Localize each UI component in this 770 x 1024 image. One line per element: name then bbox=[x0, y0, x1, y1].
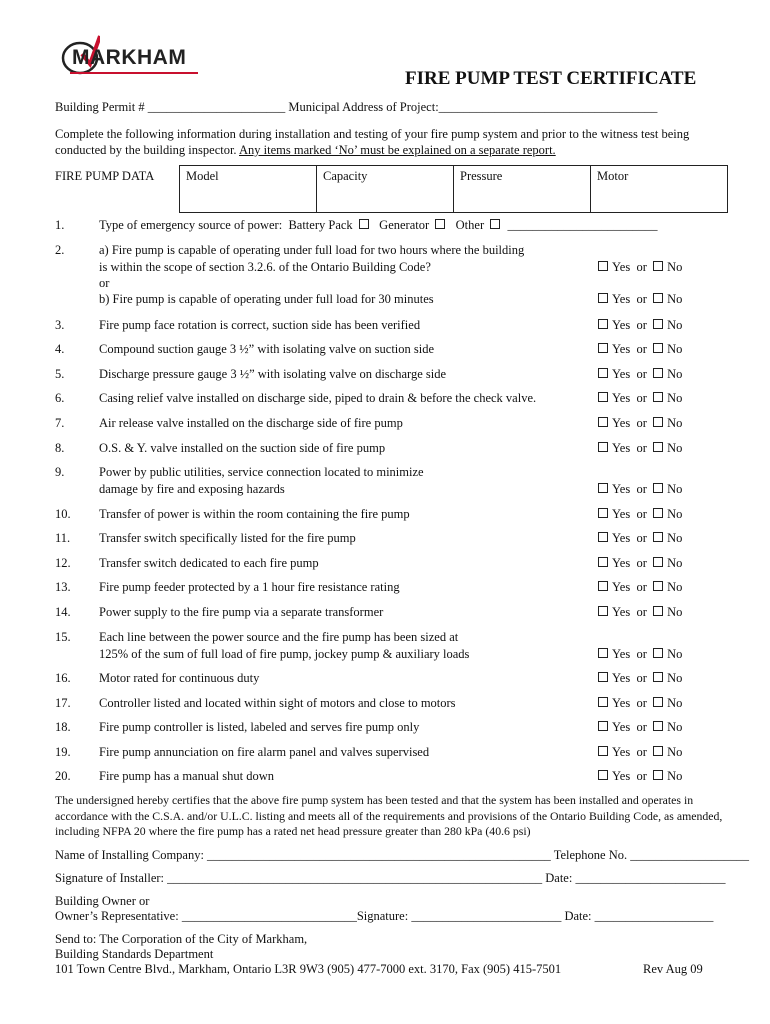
owner-label: Building Owner or bbox=[55, 894, 150, 908]
no-label: No bbox=[667, 671, 683, 685]
yes-no-choice bbox=[598, 696, 682, 711]
capacity-field[interactable]: Capacity bbox=[317, 166, 454, 213]
certification-text: The undersigned hereby certifies that the above fire pump system has been tested and that the system has been installed and operates in accordance with the C.S.A. and/or U.L.C. listing and meets all of the requirements and provisions of the Ontario Building Code, as amended, including NFPA 20 where the fire pump has a rated net head pressure greater than 280 kPa (40.6 psi) bbox=[55, 793, 723, 838]
motor-field[interactable]: Motor bbox=[591, 166, 728, 213]
no-checkbox[interactable] bbox=[653, 508, 663, 518]
yes-no-choice bbox=[598, 507, 682, 522]
or-label: or bbox=[636, 482, 647, 496]
yes-checkbox[interactable] bbox=[598, 261, 608, 271]
item-question: O.S. & Y. valve installed on the suction side of fire pump bbox=[99, 441, 386, 455]
no-checkbox[interactable] bbox=[653, 648, 663, 658]
yes-no-choice bbox=[598, 605, 682, 620]
no-checkbox[interactable] bbox=[653, 581, 663, 591]
no-checkbox[interactable] bbox=[653, 261, 663, 271]
yes-label: Yes bbox=[612, 696, 631, 710]
or-label: or bbox=[636, 441, 647, 455]
yes-label: Yes bbox=[612, 647, 631, 661]
generator-checkbox[interactable] bbox=[435, 219, 445, 229]
no-checkbox[interactable] bbox=[653, 746, 663, 756]
or-label: or bbox=[636, 745, 647, 759]
item-question: Fire pump has a manual shut down bbox=[99, 769, 274, 783]
yes-no-choice bbox=[598, 556, 682, 571]
yes-label: Yes bbox=[612, 260, 631, 274]
item-number: 6. bbox=[55, 391, 65, 405]
yes-checkbox[interactable] bbox=[598, 581, 608, 591]
markham-logo bbox=[60, 32, 200, 76]
no-label: No bbox=[667, 720, 683, 734]
yes-label: Yes bbox=[612, 580, 631, 594]
yes-checkbox[interactable] bbox=[598, 557, 608, 567]
no-checkbox[interactable] bbox=[653, 721, 663, 731]
item-2a-yes-no bbox=[598, 260, 682, 275]
or-label: or bbox=[636, 342, 647, 356]
or-label: or bbox=[636, 605, 647, 619]
no-checkbox[interactable] bbox=[653, 417, 663, 427]
item-number: 11. bbox=[55, 531, 71, 545]
yes-checkbox[interactable] bbox=[598, 746, 608, 756]
item-question: Air release valve installed on the discharge side of fire pump bbox=[99, 416, 403, 430]
item-number: 16. bbox=[55, 671, 71, 685]
logo-underline bbox=[70, 72, 198, 74]
item-number: 8. bbox=[55, 441, 65, 455]
revision-label: Rev Aug 09 bbox=[643, 962, 703, 976]
no-label: No bbox=[667, 441, 683, 455]
fire-pump-data-table bbox=[55, 165, 728, 213]
item-number: 12. bbox=[55, 556, 71, 570]
yes-label: Yes bbox=[612, 720, 631, 734]
no-label: No bbox=[667, 580, 683, 594]
item-number: 20. bbox=[55, 769, 71, 783]
yes-no-choice bbox=[598, 482, 682, 497]
footer-department: Building Standards Department bbox=[55, 947, 214, 961]
item-question: Casing relief valve installed on discharge side, piped to drain & before the check valve. bbox=[99, 391, 537, 405]
item-question: Controller listed and located within sight of motors and close to motors bbox=[99, 696, 456, 710]
no-label: No bbox=[667, 367, 683, 381]
yes-label: Yes bbox=[612, 441, 631, 455]
yes-checkbox[interactable] bbox=[598, 442, 608, 452]
item-2b-yes-no bbox=[598, 292, 682, 307]
other-blank-field[interactable]: ________________________ bbox=[507, 218, 658, 232]
yes-checkbox[interactable] bbox=[598, 368, 608, 378]
yes-label: Yes bbox=[612, 671, 631, 685]
yes-checkbox[interactable] bbox=[598, 392, 608, 402]
yes-no-choice bbox=[598, 342, 682, 357]
or-label: or bbox=[636, 671, 647, 685]
yes-checkbox[interactable] bbox=[598, 483, 608, 493]
item-1-number: 1. bbox=[55, 218, 65, 232]
intro-main: Complete the following information during installation and testing of your fire pump system and prior to the witness test being conducted by the building inspector. bbox=[55, 127, 690, 157]
item-question: Fire pump controller is listed, labeled and serves fire pump only bbox=[99, 720, 420, 734]
no-checkbox[interactable] bbox=[653, 770, 663, 780]
yes-no-choice bbox=[598, 367, 682, 382]
yes-label: Yes bbox=[612, 367, 631, 381]
or-label: or bbox=[636, 720, 647, 734]
item-question: Each line between the power source and the fire pump has been sized at bbox=[99, 630, 459, 644]
item-2-line-1: a) Fire pump is capable of operating under full load for two hours where the building bbox=[99, 243, 525, 257]
item-question: Transfer of power is within the room containing the fire pump bbox=[99, 507, 410, 521]
yes-checkbox[interactable] bbox=[598, 697, 608, 707]
item-question: Transfer switch dedicated to each fire pump bbox=[99, 556, 319, 570]
yes-label: Yes bbox=[612, 391, 631, 405]
yes-label: Yes bbox=[612, 556, 631, 570]
or-label: or bbox=[636, 416, 647, 430]
item-question: Compound suction gauge 3 ½” with isolating valve on suction side bbox=[99, 342, 435, 356]
item-question: Motor rated for continuous duty bbox=[99, 671, 260, 685]
yes-label: Yes bbox=[612, 531, 631, 545]
no-label: No bbox=[667, 318, 683, 332]
yes-checkbox[interactable] bbox=[598, 606, 608, 616]
item-question-line-2: 125% of the sum of full load of fire pump, jockey pump & auxiliary loads bbox=[99, 647, 470, 661]
item-question: Transfer switch specifically listed for the fire pump bbox=[99, 531, 356, 545]
item-2-number: 2. bbox=[55, 243, 65, 257]
no-label: No bbox=[667, 556, 683, 570]
yes-checkbox[interactable] bbox=[598, 343, 608, 353]
logo-text: MARKHAM bbox=[72, 46, 187, 69]
no-label: No bbox=[667, 507, 683, 521]
no-checkbox[interactable] bbox=[653, 606, 663, 616]
generator-label: Generator bbox=[379, 218, 430, 232]
page-title: FIRE PUMP TEST CERTIFICATE bbox=[405, 68, 697, 89]
yes-label: Yes bbox=[612, 292, 631, 306]
no-checkbox[interactable] bbox=[653, 368, 663, 378]
no-label: No bbox=[667, 260, 683, 274]
item-question: Discharge pressure gauge 3 ½” with isolating valve on discharge side bbox=[99, 367, 447, 381]
item-number: 13. bbox=[55, 580, 71, 594]
owner-signature-line[interactable]: Owner’s Representative: ____________________________Signature: ________________________ Date: ___________________ bbox=[55, 909, 714, 923]
item-number: 3. bbox=[55, 318, 65, 332]
footer-address: 101 Town Centre Blvd., Markham, Ontario L3R 9W3 (905) 477-7000 ext. 3170, Fax (905) 415-7501 bbox=[55, 962, 562, 976]
yes-no-choice bbox=[598, 720, 682, 735]
no-checkbox[interactable] bbox=[653, 532, 663, 542]
or-label: or bbox=[636, 260, 647, 274]
yes-no-choice bbox=[598, 671, 682, 686]
item-number: 9. bbox=[55, 465, 65, 479]
yes-label: Yes bbox=[612, 745, 631, 759]
no-checkbox[interactable] bbox=[653, 343, 663, 353]
no-label: No bbox=[667, 647, 683, 661]
yes-label: Yes bbox=[612, 342, 631, 356]
or-label: or bbox=[636, 507, 647, 521]
no-label: No bbox=[667, 769, 683, 783]
yes-checkbox[interactable] bbox=[598, 293, 608, 303]
or-label: or bbox=[636, 367, 647, 381]
no-checkbox[interactable] bbox=[653, 483, 663, 493]
yes-checkbox[interactable] bbox=[598, 672, 608, 682]
yes-no-choice bbox=[598, 745, 682, 760]
item-number: 19. bbox=[55, 745, 71, 759]
or-label: or bbox=[636, 580, 647, 594]
permit-line: Building Permit # ______________________ Municipal Address of Project:___________________________________ bbox=[55, 100, 658, 114]
yes-checkbox[interactable] bbox=[598, 417, 608, 427]
or-label: or bbox=[636, 647, 647, 661]
item-question: Fire pump face rotation is correct, suction side has been verified bbox=[99, 318, 421, 332]
yes-checkbox[interactable] bbox=[598, 770, 608, 780]
yes-label: Yes bbox=[612, 482, 631, 496]
pressure-field[interactable]: Pressure bbox=[454, 166, 591, 213]
item-question: Fire pump annunciation on fire alarm panel and valves supervised bbox=[99, 745, 430, 759]
yes-checkbox[interactable] bbox=[598, 319, 608, 329]
no-checkbox[interactable] bbox=[653, 697, 663, 707]
item-question-line-2: damage by fire and exposing hazards bbox=[99, 482, 285, 496]
other-checkbox[interactable] bbox=[490, 219, 500, 229]
or-label: or bbox=[636, 556, 647, 570]
no-checkbox[interactable] bbox=[653, 319, 663, 329]
item-number: 7. bbox=[55, 416, 65, 430]
intro-note: Any items marked ‘No’ must be explained on a separate report. bbox=[239, 143, 556, 157]
installer-signature-line[interactable]: Signature of Installer: ____________________________________________________________ Date: ________________________ bbox=[55, 871, 726, 885]
no-label: No bbox=[667, 605, 683, 619]
yes-label: Yes bbox=[612, 507, 631, 521]
or-label: or bbox=[636, 531, 647, 545]
item-number: 17. bbox=[55, 696, 71, 710]
yes-no-choice bbox=[598, 580, 682, 595]
yes-checkbox[interactable] bbox=[598, 532, 608, 542]
item-number: 4. bbox=[55, 342, 65, 356]
model-field[interactable]: Model bbox=[180, 166, 317, 213]
no-label: No bbox=[667, 391, 683, 405]
fire-pump-data-label: FIRE PUMP DATA bbox=[55, 168, 155, 183]
item-number: 15. bbox=[55, 630, 71, 644]
yes-no-choice bbox=[598, 769, 682, 784]
yes-no-choice bbox=[598, 416, 682, 431]
no-checkbox[interactable] bbox=[653, 392, 663, 402]
yes-no-choice bbox=[598, 441, 682, 456]
installing-company-line[interactable]: Name of Installing Company: _______________________________________________________ Telephone No. ___________________ bbox=[55, 848, 749, 862]
yes-no-choice bbox=[598, 647, 682, 662]
item-2-line-3: or bbox=[99, 276, 110, 290]
item-number: 14. bbox=[55, 605, 71, 619]
item-2-line-4: b) Fire pump is capable of operating under full load for 30 minutes bbox=[99, 292, 434, 306]
or-label: or bbox=[636, 769, 647, 783]
yes-label: Yes bbox=[612, 416, 631, 430]
yes-label: Yes bbox=[612, 769, 631, 783]
no-label: No bbox=[667, 696, 683, 710]
item-question: Fire pump feeder protected by a 1 hour fire resistance rating bbox=[99, 580, 400, 594]
no-checkbox[interactable] bbox=[653, 672, 663, 682]
or-label: or bbox=[636, 318, 647, 332]
item-number: 5. bbox=[55, 367, 65, 381]
other-label: Other bbox=[455, 218, 485, 232]
footer-send-to: Send to: The Corporation of the City of Markham, bbox=[55, 932, 308, 946]
yes-no-choice bbox=[598, 318, 682, 333]
no-label: No bbox=[667, 531, 683, 545]
item-number: 10. bbox=[55, 507, 71, 521]
item-1-question bbox=[99, 218, 658, 233]
intro-text bbox=[55, 126, 735, 158]
yes-no-choice bbox=[598, 531, 682, 546]
yes-no-choice bbox=[598, 391, 682, 406]
or-label: or bbox=[636, 696, 647, 710]
item-question: Power by public utilities, service connection located to minimize bbox=[99, 465, 424, 479]
yes-label: Yes bbox=[612, 318, 631, 332]
no-label: No bbox=[667, 745, 683, 759]
no-checkbox[interactable] bbox=[653, 293, 663, 303]
yes-checkbox[interactable] bbox=[598, 721, 608, 731]
yes-checkbox[interactable] bbox=[598, 648, 608, 658]
item-question: Power supply to the fire pump via a separate transformer bbox=[99, 605, 384, 619]
no-label: No bbox=[667, 416, 683, 430]
no-checkbox[interactable] bbox=[653, 557, 663, 567]
yes-label: Yes bbox=[612, 605, 631, 619]
no-label: No bbox=[667, 292, 683, 306]
battery-pack-checkbox[interactable] bbox=[359, 219, 369, 229]
battery-pack-label: Battery Pack bbox=[288, 218, 353, 232]
no-checkbox[interactable] bbox=[653, 442, 663, 452]
yes-checkbox[interactable] bbox=[598, 508, 608, 518]
item-number: 18. bbox=[55, 720, 71, 734]
no-label: No bbox=[667, 342, 683, 356]
or-label: or bbox=[636, 292, 647, 306]
item-1-text: Type of emergency source of power: bbox=[99, 218, 283, 232]
no-label: No bbox=[667, 482, 683, 496]
or-label: or bbox=[636, 391, 647, 405]
item-2-line-2: is within the scope of section 3.2.6. of the Ontario Building Code? bbox=[99, 260, 431, 274]
